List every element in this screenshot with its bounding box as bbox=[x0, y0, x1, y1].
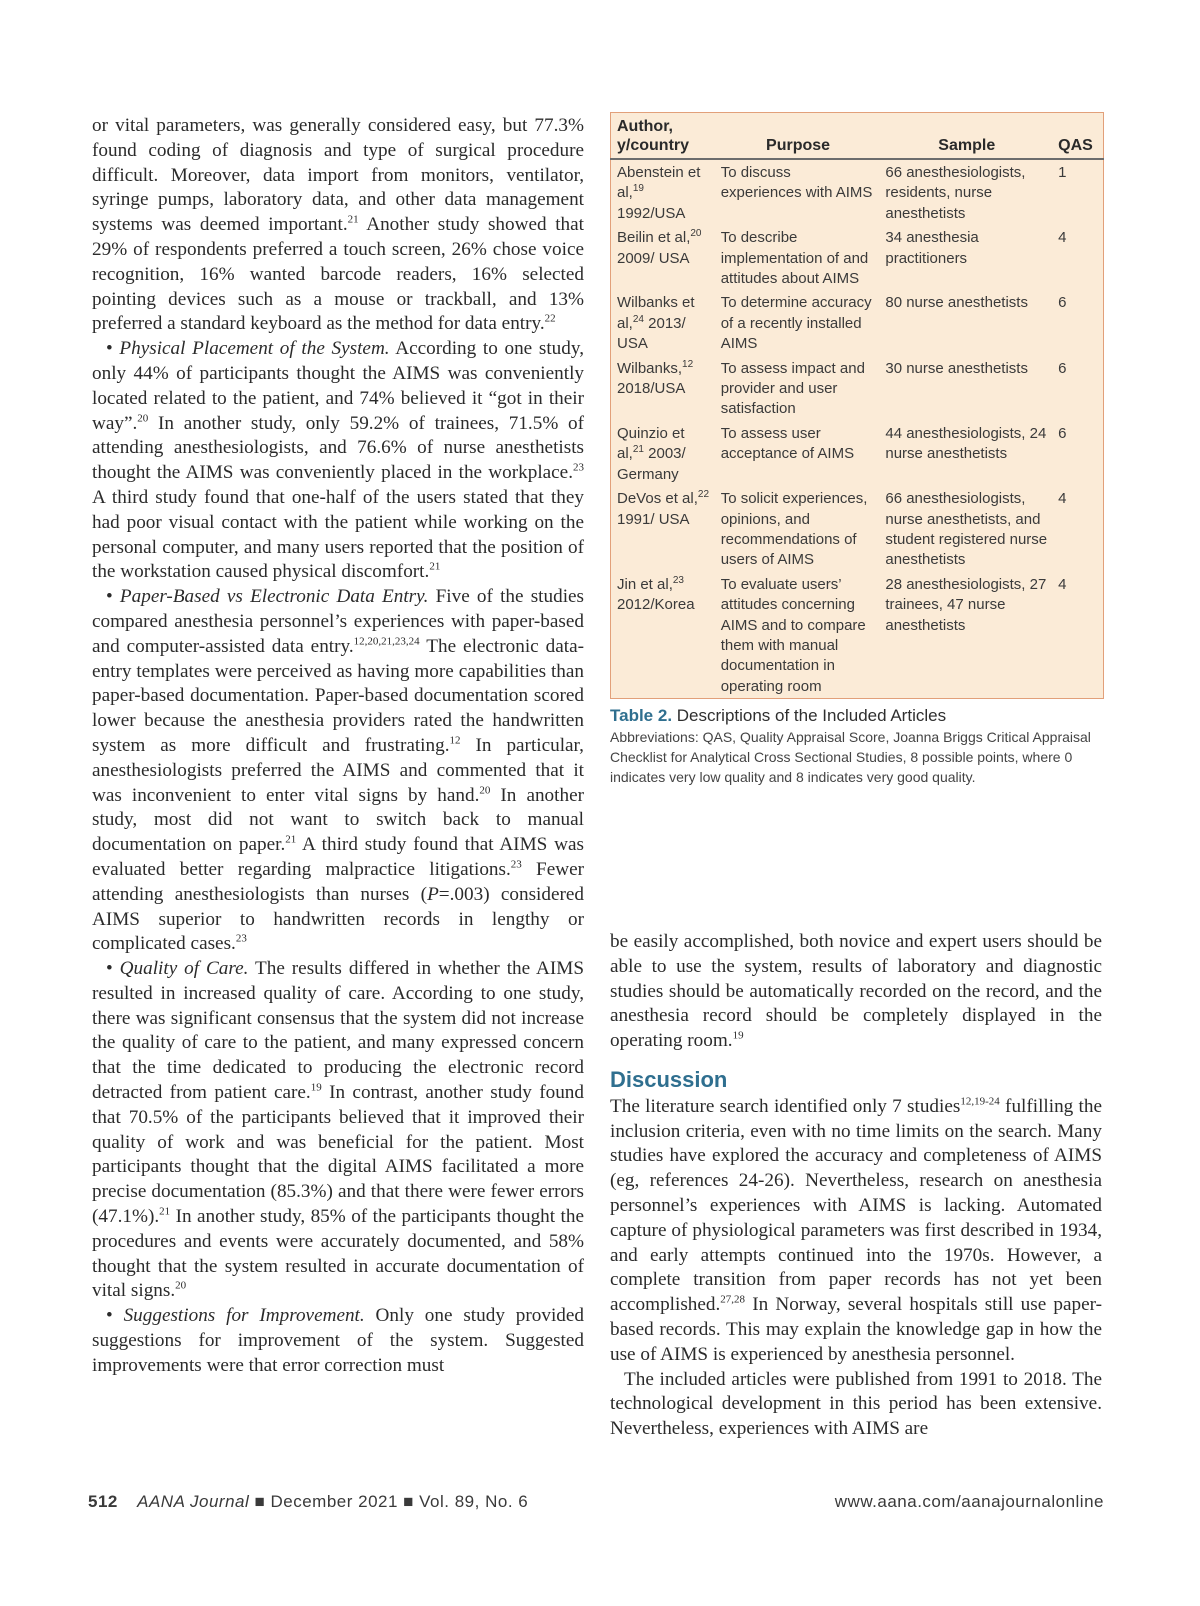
citation[interactable]: 21 bbox=[285, 833, 297, 846]
citation[interactable]: 27,28 bbox=[720, 1293, 746, 1306]
citation[interactable]: 12 bbox=[682, 358, 694, 370]
table-abbreviations: Abbreviations: QAS, Quality Appraisal Score, Joanna Briggs Critical Appraisal Checklist for Analytical Cross Sectional Studies, 8 possible points, where 0 indicates very low quality and 8 indicates very good quality. bbox=[610, 729, 1091, 786]
subheading-quality-of-care: Quality of Care. bbox=[119, 958, 249, 980]
cell-purpose: To assess impact and provider and user satisfaction bbox=[720, 359, 865, 418]
citation[interactable]: 12,19-24 bbox=[960, 1095, 1000, 1108]
citation[interactable]: 20 bbox=[137, 412, 149, 425]
cell-sample: 30 nurse anesthetists bbox=[885, 359, 1028, 377]
cell-sample: 66 anesthesiologists, nurse anesthetists, and student registered nurse anesthetists bbox=[885, 490, 1048, 569]
table-2 bbox=[610, 112, 1104, 699]
cell-purpose: To solicit experiences, opinions, and recommendations of users of AIMS bbox=[720, 490, 868, 569]
citation[interactable]: 21 bbox=[347, 213, 359, 226]
cell-qas: 6 bbox=[1058, 359, 1067, 377]
left-column bbox=[92, 114, 584, 1379]
table-row bbox=[611, 356, 1104, 421]
table-row bbox=[611, 159, 1104, 225]
table-caption-title: Table 2. Descriptions of the Included Articles bbox=[610, 706, 947, 726]
cell-sample: 44 anesthesiologists, 24 nurse anesthetists bbox=[885, 424, 1047, 463]
cell-qas: 4 bbox=[1058, 575, 1067, 593]
paragraph-suggestions-cont: be easily accomplished, both novice and expert users should be able to use the system, results of laboratory and diagnostic studies should be automatically recorded on the record, and the anesthesia record should be completely displayed in the operating room.$^{19}$ bbox=[610, 931, 1102, 1052]
paragraph-data-entry: or vital parameters, was generally considered easy, but 77.3% found coding of diagnosis and type of surgical procedure difficult. Moreover, data import from monitors, ventilator, syringe pumps, laboratory data, and other data management systems was deemed important.$^{21}$ Another study showed that 29% of respondents preferred a touch screen, 26% chose voice recognition, 16% wanted barcode readers, 16% selected pointing devices such as a mouse or trackball, and 13% preferred a standard keyboard as the method for data entry.$^{22}$ bbox=[92, 115, 585, 335]
citation[interactable]: 22 bbox=[544, 312, 556, 325]
table-2-block bbox=[610, 112, 1102, 787]
paragraph-paper-vs-electronic: • Paper-Based vs Electronic Data Entry. Five of the studies compared anesthesia personnel’s experiences with paper-based and computer-assisted data entry.$^{12,20,21,23,24}$ The electronic data-entry templates were perceived as having more capabilities than paper-based documentation. Paper-based documentation scored lower because the anesthesia providers rated the handwritten system as more difficult and frustrating.$^{12}$ In particular, anesthesiologists preferred the AIMS and commented that it was inconvenient to enter vital signs by hand.$^{20}$ In another study, most did not want to switch back to manual documentation on paper.$^{21}$ A third study found that AIMS was evaluated better regarding malpractice litigations.$^{23}$ Fewer attending anesthesiologists than nurses (P=.003) considered AIMS superior to handwritten records in lengthy or complicated cases.$^{23}$ bbox=[92, 586, 585, 955]
citation[interactable]: 19 bbox=[732, 1029, 744, 1042]
cell-purpose: To discuss experiences with AIMS bbox=[720, 164, 873, 202]
cell-author: Jin et al,$^{23}$ 2012/Korea bbox=[617, 574, 695, 614]
cell-sample: 28 anesthesiologists, 27 trainees, 47 nurse anesthetists bbox=[885, 575, 1047, 634]
citation[interactable]: 20 bbox=[479, 784, 491, 797]
table-header-row bbox=[611, 113, 1104, 160]
cell-qas: 6 bbox=[1058, 294, 1067, 312]
citation[interactable]: 21 bbox=[159, 1205, 171, 1218]
page-footer bbox=[88, 1492, 1104, 1512]
right-column bbox=[610, 930, 1102, 1442]
citation[interactable]: 12 bbox=[449, 734, 461, 747]
page-number: 512 bbox=[88, 1492, 118, 1511]
subheading-physical-placement: Physical Placement of the System. bbox=[119, 338, 390, 360]
citation[interactable]: 20 bbox=[690, 228, 702, 240]
cell-purpose: To describe implementation of and attitudes about AIMS bbox=[720, 229, 869, 288]
subheading-paper-vs-electronic: Paper-Based vs Electronic Data Entry. bbox=[119, 586, 429, 608]
citation[interactable]: 24 bbox=[632, 313, 644, 325]
cell-author: Abenstein et al,$^{19}$ 1992/USA bbox=[617, 164, 701, 222]
paragraph-included-articles: The included articles were published from 1991 to 2018. The technological development in this period has been extensive. Nevertheless, experiences with AIMS are bbox=[610, 1368, 1102, 1440]
citation[interactable]: 23 bbox=[573, 461, 584, 474]
header-qas: QAS bbox=[1052, 113, 1103, 160]
cell-author: Beilin et al,$^{20}$ 2009/ USA bbox=[617, 228, 702, 267]
table-row bbox=[611, 225, 1104, 290]
cell-purpose: To evaluate users’ attitudes concerning AIMS and to compare them with manual documentation in operating room bbox=[720, 575, 866, 695]
citation[interactable]: 23 bbox=[235, 932, 247, 945]
cell-sample: 66 anesthesiologists, residents, nurse anesthetists bbox=[885, 164, 1026, 222]
cell-author: Wilbanks,$^{12}$ 2018/USA bbox=[617, 358, 694, 398]
table-row bbox=[611, 290, 1104, 355]
citation[interactable]: 22 bbox=[697, 489, 710, 501]
citation[interactable]: 19 bbox=[310, 1081, 322, 1094]
subheading-suggestions: Suggestions for Improvement. bbox=[123, 1305, 365, 1327]
citation[interactable]: 21 bbox=[632, 444, 644, 456]
paragraph-quality-of-care: • Quality of Care. The results differed in whether the AIMS resulted in increased quality of care. According to one study, there was significant consensus that the system did not increase the quality of care to the patient, and many expressed concern that the time dedicated to producing the electronic record detracted from patient care.$^{19}$ In contrast, another study found that 70.5% of the participants believed that it improved their quality of work and was beneficial for the patient. Most participants thought that the digital AIMS facilitated a more precise documentation (85.3%) and that there were fewer errors (47.1%).$^{21}$ In another study, 85% of the participants thought the procedures and events were accurately documented, and 58% thought that the system resulted in accurate documentation of vital signs.$^{20}$ bbox=[92, 958, 584, 1302]
cell-author: Quinzio et al,$^{21}$ 2003/ Germany bbox=[617, 424, 686, 483]
paragraph-discussion: The literature search identified only 7 studies$^{12,19-24}$ fulfilling the inclusion criteria, even with no time limits on the search. Many studies have explored the accuracy and completeness of AIMS (eg, references 24-26). Nevertheless, research on anesthesia personnel’s experiences with AIMS is lacking. Automated capture of physiological parameters was first described in 1934, and early attempts continued into the 1970s. However, a complete transition from paper records has not yet been accomplished.$^{27,28}$ In Norway, several hospitals still use paper-based records. This may explain the knowledge gap in how the use of AIMS is experienced by anesthesia personnel. bbox=[610, 1095, 1102, 1365]
cell-sample: 80 nurse anesthetists bbox=[885, 294, 1028, 312]
cell-author: DeVos et al,$^{22}$ 1991/ USA bbox=[617, 489, 710, 528]
section-heading-discussion: Discussion bbox=[610, 1066, 728, 1092]
paragraph-physical-placement: • Physical Placement of the System. According to one study, only 44% of participants thought the AIMS was conveniently located related to the patient, and 74% believed it “got in their way”.$^{20}$ In another study, only 59.2% of trainees, 71.5% of attending anesthesiologists, and 76.6% of nurse anesthetists thought the AIMS was conveniently placed in the workplace.$^{23}$ A third study found that one-half of the users stated that they had poor visual contact with the patient while working on the personal computer, and many users reported that the position of the workstation caused physical discomfort.$^{21}$ bbox=[92, 338, 585, 583]
paragraph-suggestions: • Suggestions for Improvement. Only one study provided suggestions for improvement of the system. Suggested improvements were that error correction must bbox=[92, 1305, 584, 1376]
journal-name: AANA Journal bbox=[137, 1492, 250, 1511]
table-caption bbox=[610, 705, 1102, 787]
issue-info: ■ December 2021 ■ Vol. 89, No. 6 bbox=[249, 1492, 529, 1511]
cell-qas: 4 bbox=[1058, 229, 1067, 247]
table-row bbox=[611, 421, 1104, 486]
header-purpose: Purpose bbox=[715, 113, 880, 160]
header-author: Author, y/country bbox=[611, 113, 715, 160]
citation[interactable]: 23 bbox=[672, 574, 684, 586]
cell-author: Wilbanks et al,$^{24}$ 2013/ USA bbox=[617, 294, 695, 353]
cell-qas: 1 bbox=[1058, 164, 1067, 181]
journal-url-link[interactable]: www.aana.com/aanajournalonline bbox=[834, 1492, 1104, 1511]
citation[interactable]: 23 bbox=[510, 858, 522, 871]
cell-purpose: To assess user acceptance of AIMS bbox=[720, 424, 855, 463]
table-row bbox=[611, 486, 1104, 572]
cell-purpose: To determine accuracy of a recently installed AIMS bbox=[720, 294, 872, 353]
citation[interactable]: 20 bbox=[175, 1280, 187, 1293]
header-sample: Sample bbox=[879, 113, 1052, 160]
citation[interactable]: 21 bbox=[429, 560, 441, 573]
cell-qas: 4 bbox=[1058, 490, 1067, 508]
citation[interactable]: 19 bbox=[632, 183, 644, 195]
citation[interactable]: 12,20,21,23,24 bbox=[353, 635, 420, 648]
table-row bbox=[611, 572, 1104, 699]
cell-qas: 6 bbox=[1058, 424, 1067, 442]
cell-sample: 34 anesthesia practitioners bbox=[885, 229, 979, 267]
